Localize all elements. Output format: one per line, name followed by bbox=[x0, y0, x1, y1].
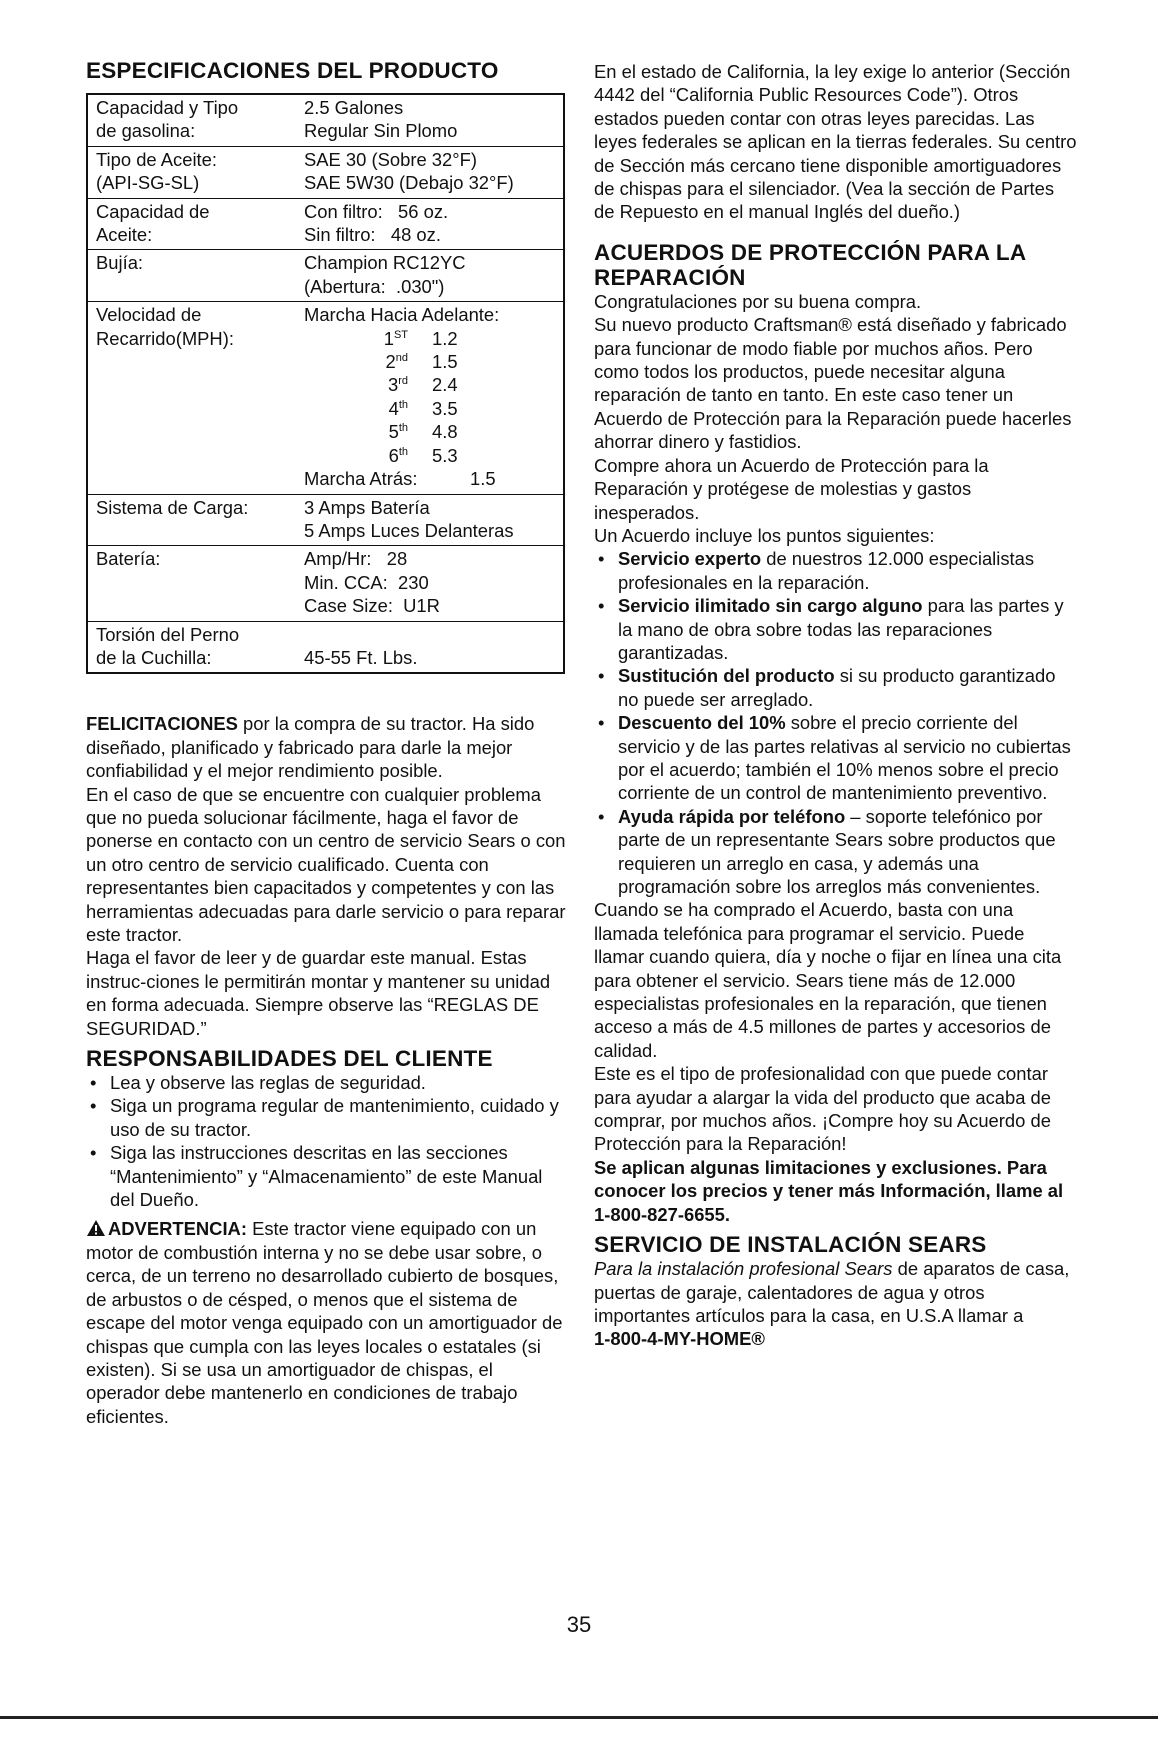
service-paragraph: En el caso de que se encuentre con cualquier problema que no pueda solucionar fácilmente, haga el favor de ponerse en contacto con un centro de servicio Sears o con un otro centro de servicio cualificado. Cuenta con representantes bien capacitados y competentes y con las herramientas adecuadas para darle servicio o para reparar este tractor. bbox=[86, 783, 566, 945]
spec-label-line: Bujía: bbox=[96, 252, 144, 274]
item-bold: Servicio ilimitado sin cargo alguno bbox=[618, 595, 923, 617]
responsibilities-list bbox=[86, 1071, 566, 1211]
list-item bbox=[594, 594, 1078, 664]
spec-label bbox=[88, 96, 304, 143]
page-number: 35 bbox=[566, 1612, 592, 1637]
gear-digit: 3 bbox=[387, 374, 399, 396]
item-bold: Sustitución del producto bbox=[618, 665, 835, 687]
protection-p3: Compre ahora un Acuerdo de Protección para la Reparación y protégese de molestias y gastos inesperados. bbox=[594, 454, 989, 523]
spec-value bbox=[304, 96, 563, 143]
spec-row bbox=[88, 198, 563, 250]
warning-triangle-icon bbox=[86, 1219, 106, 1237]
list-item: • Lea y observe las reglas de seguridad. bbox=[86, 1071, 566, 1094]
protection-p4: Un Acuerdo incluye los puntos siguientes: bbox=[594, 524, 935, 546]
gear-speed: 3.5 bbox=[432, 397, 458, 419]
congrats-text: por la compra de su tractor. Ha sido diseñado, planificado y fabricado para darle la mejor confiabilidad y el mejor rendimiento posible. bbox=[86, 713, 535, 782]
spec-value-line: 45-55 Ft. Lbs. bbox=[304, 646, 418, 668]
spec-value-line: Regular Sin Plomo bbox=[304, 120, 458, 142]
gear-digit: 2 bbox=[385, 351, 396, 373]
warning-paragraph bbox=[86, 1217, 566, 1428]
spec-row bbox=[88, 95, 563, 146]
spec-value-line: Min. CCA: 230 bbox=[304, 571, 429, 593]
item-bold: Servicio experto bbox=[618, 548, 762, 570]
right-column bbox=[594, 60, 1078, 1351]
spec-value-line: Sin filtro: 48 oz. bbox=[304, 224, 441, 246]
spec-value-line: 5 Amps Luces Delanteras bbox=[304, 519, 514, 541]
gear-row bbox=[304, 397, 563, 420]
limitations-note: Se aplican algunas limitaciones y exclusiones. Para conocer los precios y tener más Información, llame al 1-800-827-6655. bbox=[594, 1156, 1064, 1225]
installation-text: de aparatos de casa, puertas de garaje, calentadores de agua y otros importantes artículos para la casa, en U.S.A llamar a bbox=[594, 1258, 1070, 1326]
gear-row bbox=[304, 373, 563, 396]
gear-speed: 5.3 bbox=[432, 444, 458, 466]
gear-ordinal: th bbox=[398, 445, 408, 458]
congrats-bold: FELICITACIONES bbox=[86, 713, 238, 735]
protection-list bbox=[594, 547, 1078, 898]
spec-value-line: Amp/Hr: 28 bbox=[304, 548, 408, 570]
gear-row bbox=[304, 444, 563, 467]
spec-label-line: de la Cuchilla: bbox=[96, 646, 212, 668]
spec-value bbox=[304, 148, 563, 195]
spec-value-line: 2.5 Galones bbox=[304, 97, 404, 118]
spec-label bbox=[88, 251, 304, 298]
item-text: para las partes y la mano de obra sobre todas las reparaciones garantizadas. bbox=[618, 595, 1064, 663]
gear-speed: 1.5 bbox=[432, 351, 458, 373]
spec-label bbox=[88, 547, 304, 617]
item-text: – soporte telefónico por parte de un representante Sears sobre productos que requieren un arreglo en casa, y además una programación sobre los arreglos más convenientes. bbox=[618, 805, 1056, 897]
spec-label-line: Batería: bbox=[96, 548, 161, 570]
warning-text: Este tractor viene equipado con un motor de combustión interna y no se debe usar sobre, o cerca, de un terreno no desarrollado cubierto de bosques, de arbustos o de césped, o menos que el sistema de escape del motor venga equipado con un amortiguador de chispas que cumpla con las leyes locales o estatales (si existen). Si se usa un amortiguador de chispas, el operador debe mantenerlo en condiciones de trabajo eficientes. bbox=[86, 1218, 563, 1427]
installation-italic: Para la instalación profesional Sears bbox=[594, 1258, 893, 1280]
spec-label-line: (API-SG-SL) bbox=[96, 172, 200, 194]
protection-p6: Este es el tipo de profesionalidad con que puede contar para ayudar a alargar la vida del producto que acaba de comprar, por muchos años. ¡Compre hoy su Acuerdo de Protección para la Reparación! bbox=[594, 1063, 1052, 1155]
gear-number bbox=[304, 444, 432, 467]
california-paragraph: En el estado de California, la ley exige lo anterior (Sección 4442 del “California Public Resources Code”). Otros estados pueden contar con otras leyes parecidas. Las leyes federales se aplican en la tierras federales. Su centro de Sección más cercano tiene disponible amortiguadores de chispas para el silenciador. (Vea la sección de Partes de Repuesto en el manual Inglés del dueño.) bbox=[594, 61, 1077, 223]
list-item bbox=[594, 664, 1078, 711]
spec-row bbox=[88, 621, 563, 673]
installation-title: SERVICIO DE INSTALACIÓN SEARS bbox=[594, 1232, 987, 1258]
list-item: • Siga un programa regular de mantenimiento, cuidado y uso de su tractor. bbox=[86, 1094, 566, 1141]
gear-speed: 2.4 bbox=[432, 374, 458, 396]
spec-value-line: Con filtro: 56 oz. bbox=[304, 200, 449, 222]
spec-value bbox=[304, 303, 563, 490]
item-text: si su producto garantizado no puede ser arreglado. bbox=[618, 665, 1056, 710]
reverse-speed: 1.5 bbox=[470, 468, 496, 490]
left-column bbox=[86, 58, 566, 1428]
spec-value-line: (Abertura: .030") bbox=[304, 275, 445, 297]
installation-paragraph bbox=[594, 1257, 1078, 1327]
protection-p2: Su nuevo producto Craftsman® está diseñado y fabricado para funcionar de modo fiable por muchos años. Pero como todos los productos, puede necesitar alguna reparación de tanto en tanto. En este caso tener un Acuerdo de Protección para la Reparación puede hacerles ahorrar dinero y fastidios. bbox=[594, 314, 1072, 453]
protection-p1: Congratulaciones por su buena compra. bbox=[594, 290, 922, 312]
gear-ordinal: rd bbox=[398, 375, 408, 388]
item-bold: Ayuda rápida por teléfono bbox=[618, 805, 846, 827]
spec-row bbox=[88, 545, 563, 620]
spec-label-line: Capacidad de bbox=[96, 200, 210, 222]
specs-table bbox=[86, 93, 565, 674]
spec-label-line: Sistema de Carga: bbox=[96, 496, 249, 518]
gear-row bbox=[304, 327, 563, 350]
list-item bbox=[594, 711, 1078, 805]
spec-row bbox=[88, 146, 563, 198]
spec-label bbox=[88, 303, 304, 490]
spec-value-line: Champion RC12YC bbox=[304, 252, 466, 274]
item-text: sobre el precio corriente del servicio y de las partes relativas al servicio no cubiertas por el acuerdo; también el 10% menos sobre el precio corriente de un control de mantenimiento preventivo. bbox=[618, 712, 1071, 804]
gear-number bbox=[304, 420, 432, 443]
spec-label bbox=[88, 200, 304, 247]
gear-digit: 1 bbox=[383, 327, 394, 349]
spec-value-line bbox=[304, 623, 563, 646]
list-item bbox=[594, 805, 1078, 899]
protection-title: ACUERDOS DE PROTECCIÓN PARA LA REPARACIÓN bbox=[594, 239, 1026, 290]
gear-row bbox=[304, 350, 563, 373]
spec-value bbox=[304, 496, 563, 543]
gear-digit: 6 bbox=[388, 444, 399, 466]
spec-label bbox=[88, 148, 304, 195]
gear-number bbox=[304, 350, 432, 373]
spec-label-line: Recarrido(MPH): bbox=[96, 327, 234, 349]
specs-title: ESPECIFICACIONES DEL PRODUCTO bbox=[86, 58, 499, 83]
list-item bbox=[594, 547, 1078, 594]
spec-value-line: SAE 30 (Sobre 32°F) bbox=[304, 148, 477, 170]
gear-number bbox=[304, 327, 432, 350]
list-item: • Siga las instrucciones descritas en las secciones “Mantenimiento” y “Almacenamiento” de este Manual del Dueño. bbox=[86, 1141, 566, 1211]
spec-label-line: Capacidad y Tipo bbox=[96, 97, 239, 118]
spec-label-line: Tipo de Aceite: bbox=[96, 148, 217, 170]
gear-number bbox=[304, 373, 432, 396]
spec-value bbox=[304, 251, 563, 298]
gear-ordinal: th bbox=[398, 422, 408, 435]
spec-value-line: SAE 5W30 (Debajo 32°F) bbox=[304, 172, 514, 194]
spec-row bbox=[88, 249, 563, 301]
reverse-row bbox=[304, 467, 563, 490]
spec-value-line: Case Size: U1R bbox=[304, 595, 440, 617]
spec-label bbox=[88, 496, 304, 543]
spec-value bbox=[304, 200, 563, 247]
spec-value bbox=[304, 547, 563, 617]
gear-digit: 4 bbox=[388, 397, 399, 419]
installation-phone: 1-800-4-MY-HOME® bbox=[594, 1328, 765, 1350]
warning-bold: ADVERTENCIA: bbox=[108, 1218, 247, 1240]
gear-number bbox=[304, 397, 432, 420]
item-text: de nuestros 12.000 especialistas profesionales en la reparación. bbox=[618, 548, 1035, 593]
responsibilities-title: RESPONSABILIDADES DEL CLIENTE bbox=[86, 1046, 493, 1072]
spec-label-line: Aceite: bbox=[96, 224, 153, 246]
gear-ordinal: nd bbox=[395, 351, 408, 364]
bottom-rule bbox=[0, 1716, 1158, 1719]
gear-row bbox=[304, 420, 563, 443]
spec-label-line: Torsión del Perno bbox=[96, 623, 240, 645]
congrats-paragraph bbox=[86, 712, 566, 782]
gear-speed: 4.8 bbox=[432, 421, 458, 443]
gear-ordinal: ST bbox=[393, 328, 408, 341]
spec-value bbox=[304, 623, 563, 670]
reverse-label: Marcha Atrás: bbox=[304, 468, 418, 490]
spec-label-line: Velocidad de bbox=[96, 304, 202, 326]
item-bold: Descuento del 10% bbox=[618, 712, 786, 734]
spec-row bbox=[88, 494, 563, 546]
spec-row bbox=[88, 301, 563, 493]
forward-speed-label: Marcha Hacia Adelante: bbox=[304, 304, 500, 326]
manual-paragraph: Haga el favor de leer y de guardar este manual. Estas instruc-ciones le permitirán montar y mantener su unidad en forma adecuada. Siempre observe las “REGLAS DE SEGURIDAD.” bbox=[86, 947, 551, 1039]
gear-ordinal: th bbox=[398, 398, 408, 411]
spec-value-line: 3 Amps Batería bbox=[304, 496, 430, 518]
gear-digit: 5 bbox=[388, 421, 399, 443]
protection-p5: Cuando se ha comprado el Acuerdo, basta con una llamada telefónica para programar el servicio. Puede llamar cuando quiera, día y noche o fijar en línea una cita para obtener el servicio. Sears tiene más de 12.000 especialistas profesionales en la reparación, que tienen acceso a más de 4.5 millones de partes y accesorios de calidad. bbox=[594, 899, 1062, 1061]
spec-label-line: de gasolina: bbox=[96, 120, 196, 142]
gear-speed: 1.2 bbox=[432, 327, 458, 349]
spec-label bbox=[88, 623, 304, 670]
